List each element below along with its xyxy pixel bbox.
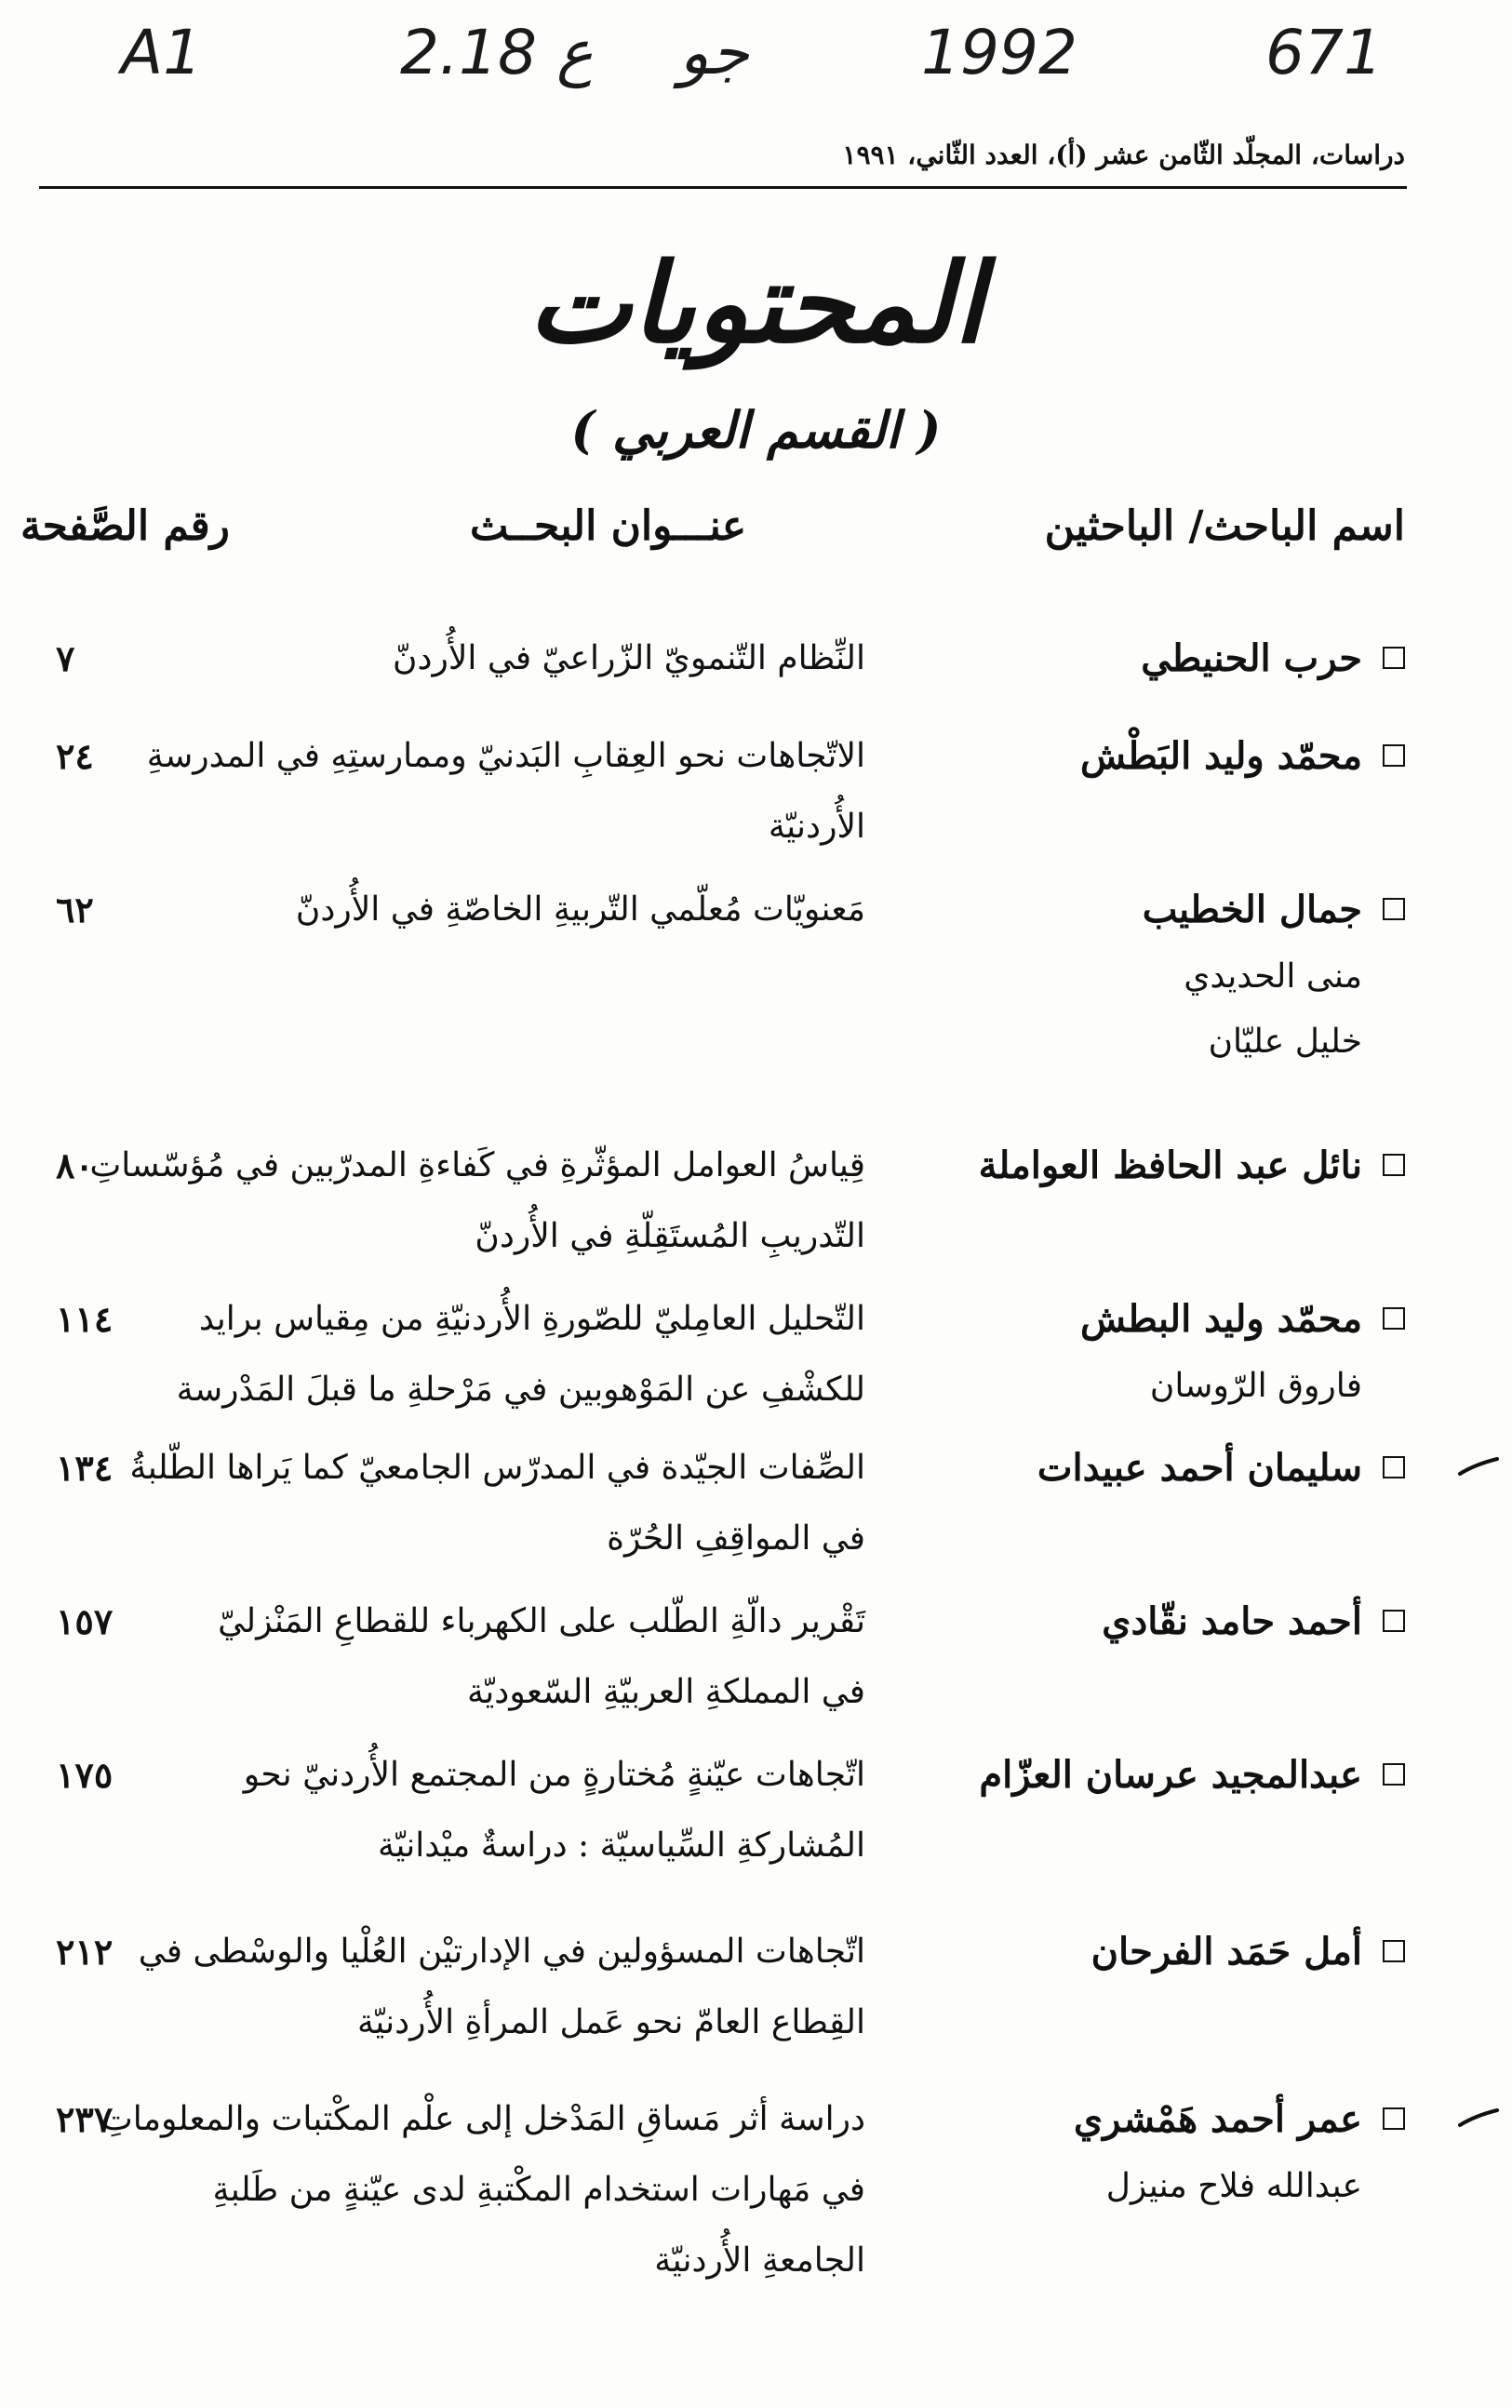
entry-author-primary [968, 1284, 1405, 1353]
entry-page-number: ٨٠ [56, 1144, 94, 1186]
page-title: المحتويات [528, 238, 984, 368]
entry-title-line: الاتّجاهات نحو العِقابِ البَدنيّ وممارستِهِ في المدرسةِ [146, 737, 865, 775]
checkbox-square-icon [1383, 1763, 1405, 1786]
entry-page-number: ١٧٥ [56, 1754, 114, 1796]
author-name: منى الحديدي [1184, 957, 1362, 996]
entry-author-secondary [968, 2153, 1405, 2218]
checkbox-square-icon [1383, 1154, 1405, 1176]
checkbox-square-icon [1383, 1940, 1405, 1962]
entry-author-primary [968, 1917, 1405, 1986]
entry-title-line: مَعنويّات مُعلّمي التّربيةِ الخاصّةِ في الأُردنّ [295, 890, 865, 929]
entry-author-secondary [968, 943, 1405, 1009]
handwritten-issue: 2.ع 18 [400, 17, 594, 88]
checkbox-square-icon [1383, 1610, 1405, 1632]
entry-title [146, 721, 865, 863]
entry-title-line: في المملكةِ العربيّةِ السّعوديّة [466, 1673, 865, 1711]
page-subtitle: ( القسم العربي ) [570, 400, 942, 460]
entry-title [172, 875, 865, 945]
entry-title-line: القِطاع العامّ نحو عَمل المرأةِ الأُردنيّة [356, 2003, 865, 2041]
author-name: محمّد وليد البَطْش [1080, 733, 1362, 778]
entry-author-secondary [968, 1009, 1405, 1074]
entry-title [172, 1284, 865, 1425]
entry-page-number: ٢٤ [56, 735, 94, 777]
entry-author-primary [968, 1740, 1405, 1809]
handwritten-number: 671 [1265, 17, 1383, 88]
checkbox-square-icon [1383, 647, 1405, 669]
author-name: أمل حَمَد الفرحان [1091, 1929, 1362, 1973]
entry-authors [968, 1917, 1405, 1986]
entry-page-number: ١١٤ [56, 1298, 114, 1340]
handwritten-code: A1 [121, 17, 203, 88]
entry-title-line: المُشاركةِ السِّياسيّة : دراسةٌ ميْدانيّة [378, 1826, 865, 1865]
column-heading-page: رقم الصَّفحة [20, 502, 230, 550]
entry-authors [968, 623, 1405, 692]
entry-title [89, 1130, 865, 1272]
entry-author-primary [968, 623, 1405, 692]
entry-title-line: الصِّفات الجيّدة في المدرّس الجامعيّ كما يَراها الطّلبةُ [129, 1449, 865, 1487]
entry-page-number: ٦٢ [56, 889, 94, 930]
entry-page-number: ٢٣٧ [56, 2098, 114, 2140]
entry-authors [968, 1130, 1405, 1199]
entry-author-secondary [968, 1353, 1405, 1418]
entry-author-primary [968, 1433, 1405, 1502]
entry-author-primary [968, 2084, 1405, 2153]
entry-title-line: الجامعةِ الأُردنيّة [654, 2241, 865, 2280]
entry-authors [968, 1433, 1405, 1502]
entry-authors [968, 1586, 1405, 1655]
author-name: أحمد حامد نقّادي [1102, 1599, 1362, 1643]
entry-title [172, 1586, 865, 1728]
tick-stroke [1460, 1459, 1497, 1474]
tick-stroke [1460, 2110, 1497, 2125]
entry-title-line: قِياسُ العوامل المؤثّرةِ في كَفاءةِ المدرّبين في مُؤسّساتِ [89, 1146, 865, 1184]
handwritten-tick-mark [1456, 2105, 1503, 2133]
author-name: عبدالمجيد عرسان العزّام [979, 1752, 1362, 1797]
entry-title [138, 1917, 865, 2058]
column-heading-title: عنـــوان البحــث [470, 502, 747, 550]
entry-author-primary [968, 875, 1405, 943]
entry-page-number: ١٥٧ [56, 1600, 114, 1642]
author-name: جمال الخطيب [1142, 887, 1362, 931]
entry-author-primary [968, 1130, 1405, 1199]
author-name: خليل عليّان [1208, 1022, 1362, 1061]
checkbox-square-icon [1383, 1307, 1405, 1330]
entry-title-line: اتّجاهات عيّنةٍ مُختارةٍ من المجتمع الأُردنيّ نحو [243, 1756, 865, 1794]
entry-authors [968, 875, 1405, 1074]
entry-author-primary [968, 1586, 1405, 1655]
entry-title-line: الأُردنيّة [768, 808, 865, 846]
checkbox-square-icon [1383, 1456, 1405, 1478]
running-header: دراسات، المجلّد الثّامن عشر (أ)، العدد الثّاني، ١٩٩١ [842, 140, 1405, 170]
checkbox-square-icon [1383, 744, 1405, 767]
author-name: حرب الحنيطي [1141, 635, 1362, 680]
checkbox-square-icon [1383, 898, 1405, 920]
entry-authors [968, 1740, 1405, 1809]
entry-title-line: في المواقِفِ الحُرّة [607, 1519, 865, 1558]
entry-title-line: في مَهارات استخدام المكْتبةِ لدى عيّنةٍ من طَلبةِ [212, 2171, 865, 2209]
author-name: عمر أحمد هَمْشري [1073, 2096, 1362, 2141]
entry-author-primary [968, 721, 1405, 790]
entry-title [172, 623, 865, 694]
entry-title [129, 1433, 865, 1574]
entry-title [172, 1740, 865, 1881]
entry-title [100, 2084, 865, 2296]
entry-page-number: ٧ [56, 637, 75, 679]
handwritten-part: جو [679, 17, 749, 88]
handwritten-tick-mark [1456, 1453, 1503, 1481]
entry-authors [968, 2084, 1405, 2218]
author-name: فاروق الرّوسان [1149, 1366, 1362, 1405]
entry-page-number: ٢١٢ [56, 1931, 114, 1973]
author-name: سليمان أحمد عبيدات [1037, 1445, 1362, 1490]
entry-title-line: التّحليل العامِليّ للصّورةِ الأُردنيّةِ من مِقياس برايد [198, 1300, 865, 1338]
author-name: محمّد وليد البطش [1080, 1296, 1362, 1341]
author-name: نائل عبد الحافظ العواملة [978, 1143, 1362, 1187]
entry-authors [968, 721, 1405, 790]
entry-title-line: تَقْرير دالّةِ الطّلب على الكهرباء للقطاعِ المَنْزليّ [218, 1602, 865, 1640]
checkbox-square-icon [1383, 2107, 1405, 2130]
column-heading-authors: اسم الباحث/ الباحثين [1044, 502, 1405, 550]
entry-title-line: التّدريبِ المُستَقِلّةِ في الأُردنّ [475, 1217, 865, 1255]
entry-title-line: النِّظام التّنمويّ الزّراعيّ في الأُردنّ [393, 639, 865, 677]
entry-authors [968, 1284, 1405, 1418]
entry-page-number: ١٣٤ [56, 1447, 114, 1489]
entry-title-line: للكشْفِ عن المَوْهوبين في مَرْحلةِ ما قبلَ المَدْرسة [176, 1371, 865, 1409]
entry-title-line: اتّجاهات المسؤولين في الإدارتيْن العُلْيا والوسْطى في [138, 1933, 865, 1971]
entry-title-line: دراسة أثر مَساقِ المَدْخل إلى علْم المكْتبات والمعلوماتِ [100, 2100, 865, 2138]
handwritten-year: 1992 [921, 17, 1077, 88]
author-name: عبدالله فلاح منيزل [1105, 2166, 1362, 2205]
